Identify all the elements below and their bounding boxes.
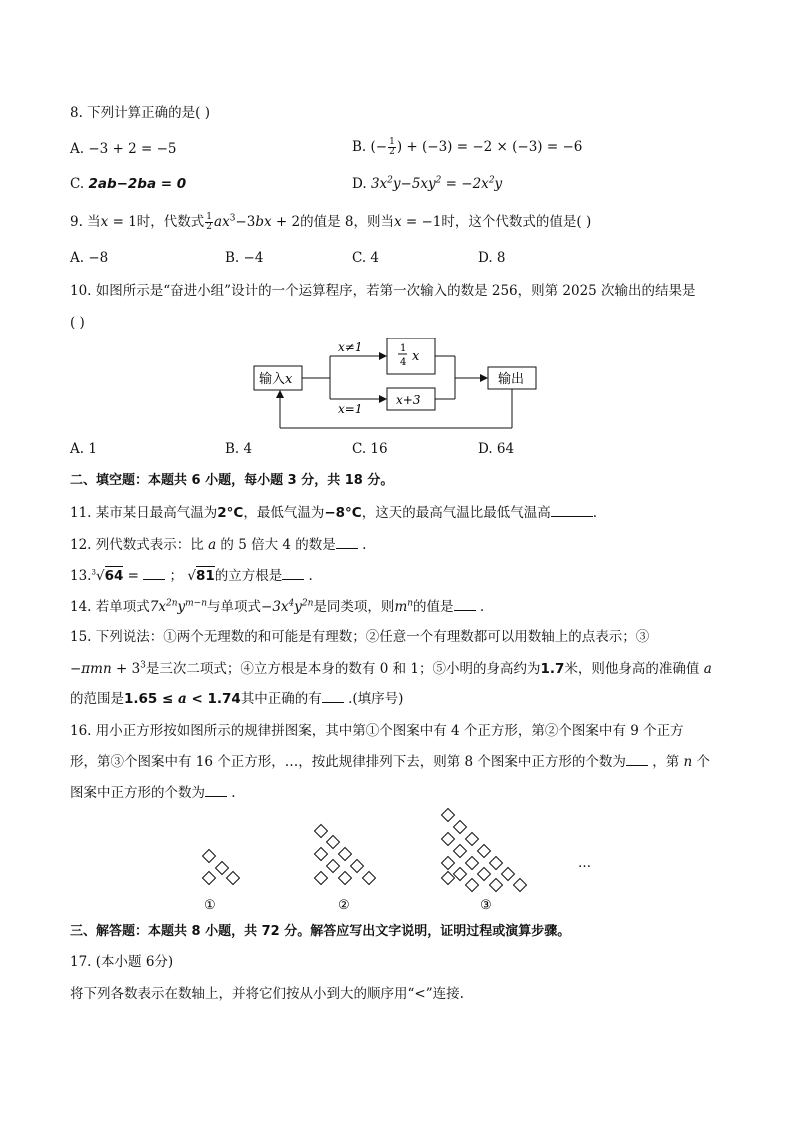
q15-line1: 15. 下列说法：①两个无理数的和可能是有理数；②任意一个有理数都可以用数轴上的点表示；③ bbox=[70, 629, 650, 645]
q15-line2: $-\pi mn + 3^3$是三次二项式；④立方根是本身的数有 0 和 1；⑤小明的身高约为1.7米，则他身高的准确值 a bbox=[70, 660, 712, 677]
q8-a-label: A. bbox=[70, 141, 85, 157]
cond-top: x≠1 bbox=[338, 340, 363, 354]
pattern-2-square bbox=[339, 848, 352, 861]
q16-line1: 16. 用小正方形按如图所示的规律拼图案，其中第①个图案中有 4 个正方形，第②个图案中有 9 个正方 bbox=[70, 723, 684, 739]
pattern-3-square bbox=[490, 879, 503, 892]
q14-blank[interactable] bbox=[454, 598, 476, 611]
q8-a-expr: −3 + 2 = −5 bbox=[88, 141, 177, 157]
q9-stem: 9. 当x = 1时，代数式 $\frac{1}{2}$ $ax^3-3bx + 2$的值是 8，则当x = −1时，这个代数式的值是( ) bbox=[70, 212, 592, 232]
q10-flowchart bbox=[0, 338, 794, 438]
op-box-quarter bbox=[387, 338, 435, 374]
q8-option-b: B. (− $\frac{1}{2}$ ) + (−3) = −2 × (−3) = −6 bbox=[352, 137, 583, 157]
pattern-2-square bbox=[327, 836, 340, 849]
pattern-label-2: ② bbox=[338, 898, 350, 913]
q13-blank-2[interactable] bbox=[282, 567, 304, 580]
q8-option-c bbox=[70, 176, 186, 192]
q16-pattern-figure bbox=[0, 805, 794, 915]
pattern-2-square bbox=[315, 872, 328, 885]
pattern-3-square bbox=[478, 845, 491, 858]
pattern-label-3: ③ bbox=[480, 898, 492, 913]
q8-option-d: D. $3x^2y-5xy^2 = -2x^2y$ bbox=[352, 175, 503, 192]
q9-option-b: B. −4 bbox=[225, 250, 264, 266]
q13-blank-1[interactable] bbox=[143, 567, 165, 580]
q8-stem: 8. 下列计算正确的是( ) bbox=[70, 105, 210, 121]
q12-blank[interactable] bbox=[336, 536, 358, 549]
pattern-3-square bbox=[454, 868, 467, 881]
q14: 14. 若单项式$7x^{2n}y^{m-n}$与单项式$-3x^4y^{2n}$是同类项，则$m^n$的值是 . bbox=[70, 598, 485, 615]
pattern-3-square bbox=[490, 857, 503, 870]
op-quarter-den: 4 bbox=[400, 357, 407, 368]
pattern-2-square bbox=[363, 872, 376, 885]
pattern-label-1: ① bbox=[204, 898, 216, 913]
q10-paren: ( ) bbox=[70, 315, 85, 331]
pattern-2-square bbox=[315, 848, 328, 861]
q13: 13.$^3$√64 = ； √81的立方根是 . bbox=[70, 568, 313, 584]
q16-blank-2[interactable] bbox=[205, 784, 227, 797]
pattern-3-square bbox=[454, 821, 467, 834]
q10-option-b: B. 4 bbox=[225, 441, 253, 457]
pattern-3-square bbox=[502, 868, 515, 881]
pattern-3-square bbox=[454, 845, 467, 858]
q16-line2: 形，第③个图案中有 16 个正方形，…，按此规律排列下去，则第 8 个图案中正方形的个数为 ，第 n 个 bbox=[70, 754, 711, 770]
output-label: 输出 bbox=[498, 372, 525, 387]
pattern-1-square bbox=[203, 850, 216, 863]
q9-option-c: C. 4 bbox=[352, 250, 380, 266]
pattern-3-square bbox=[466, 879, 479, 892]
pattern-1-square bbox=[216, 862, 229, 875]
pattern-2-square bbox=[339, 872, 352, 885]
pattern-ellipsis: … bbox=[578, 856, 591, 871]
pattern-3-square bbox=[442, 857, 455, 870]
q10-stem: 10. 如图所示是“奋进小组”设计的一个运算程序，若第一次输入的数是 256，则第 2025 次输出的结果是 bbox=[70, 283, 696, 299]
q9-option-a: A. −8 bbox=[70, 250, 109, 266]
pattern-3-square bbox=[442, 872, 455, 885]
q11-blank[interactable] bbox=[551, 504, 593, 517]
q8-d-label: D. bbox=[352, 176, 367, 192]
q8-c-expr: 2ab−2ba = 0 bbox=[88, 176, 187, 192]
cond-bottom: x=1 bbox=[338, 402, 363, 416]
pattern-3-square bbox=[442, 809, 455, 822]
q8-c-label: C. bbox=[70, 176, 85, 192]
input-label: 输入x bbox=[259, 372, 293, 387]
q16-line3: 图案中正方形的个数为 . bbox=[70, 785, 236, 801]
section2-heading: 二、填空题：本题共 6 小题，每小题 3 分，共 18 分。 bbox=[70, 473, 394, 488]
q8-option-a bbox=[70, 141, 177, 157]
op-plus3-label: x+3 bbox=[396, 393, 421, 407]
q15-line3: 的范围是1.65 ≤ a < 1.74其中正确的有 .(填序号) bbox=[70, 691, 404, 707]
q12: 12. 列代数式表示：比 a 的 5 倍大 4 的数是 . bbox=[70, 537, 367, 553]
pattern-3-square bbox=[442, 833, 455, 846]
op-quarter-num: 1 bbox=[400, 343, 407, 354]
pattern-3-square bbox=[466, 857, 479, 870]
pattern-1-square bbox=[203, 872, 216, 885]
pattern-3-square bbox=[466, 833, 479, 846]
pattern-2-square bbox=[327, 860, 340, 873]
pattern-2-square bbox=[315, 825, 328, 838]
section3-heading: 三、解答题：本题共 8 小题，共 72 分。解答应写出文字说明，证明过程或演算步骤。 bbox=[70, 924, 571, 939]
pattern-1-square bbox=[227, 872, 240, 885]
pattern-3-square bbox=[478, 868, 491, 881]
q17-text: 将下列各数表示在数轴上，并将它们按从小到大的顺序用“<”连接. bbox=[70, 986, 464, 1002]
q10-option-d: D. 64 bbox=[478, 441, 515, 457]
q10-option-a: A. 1 bbox=[70, 441, 97, 457]
q9-option-d: D. 8 bbox=[478, 250, 506, 266]
q16-blank-1[interactable] bbox=[626, 753, 648, 766]
q17-title: 17. (本小题 6分) bbox=[70, 954, 174, 970]
q10-option-c: C. 16 bbox=[352, 441, 388, 457]
op-quarter-x: x bbox=[412, 349, 420, 364]
pattern-2-square bbox=[351, 860, 364, 873]
q15-blank[interactable] bbox=[322, 690, 344, 703]
q11: 11. 某市某日最高气温为2°C，最低气温为−8°C，这天的最高气温比最低气温高 . bbox=[70, 505, 597, 521]
pattern-3-square bbox=[514, 879, 527, 892]
q8-b-label: B. bbox=[352, 139, 367, 155]
